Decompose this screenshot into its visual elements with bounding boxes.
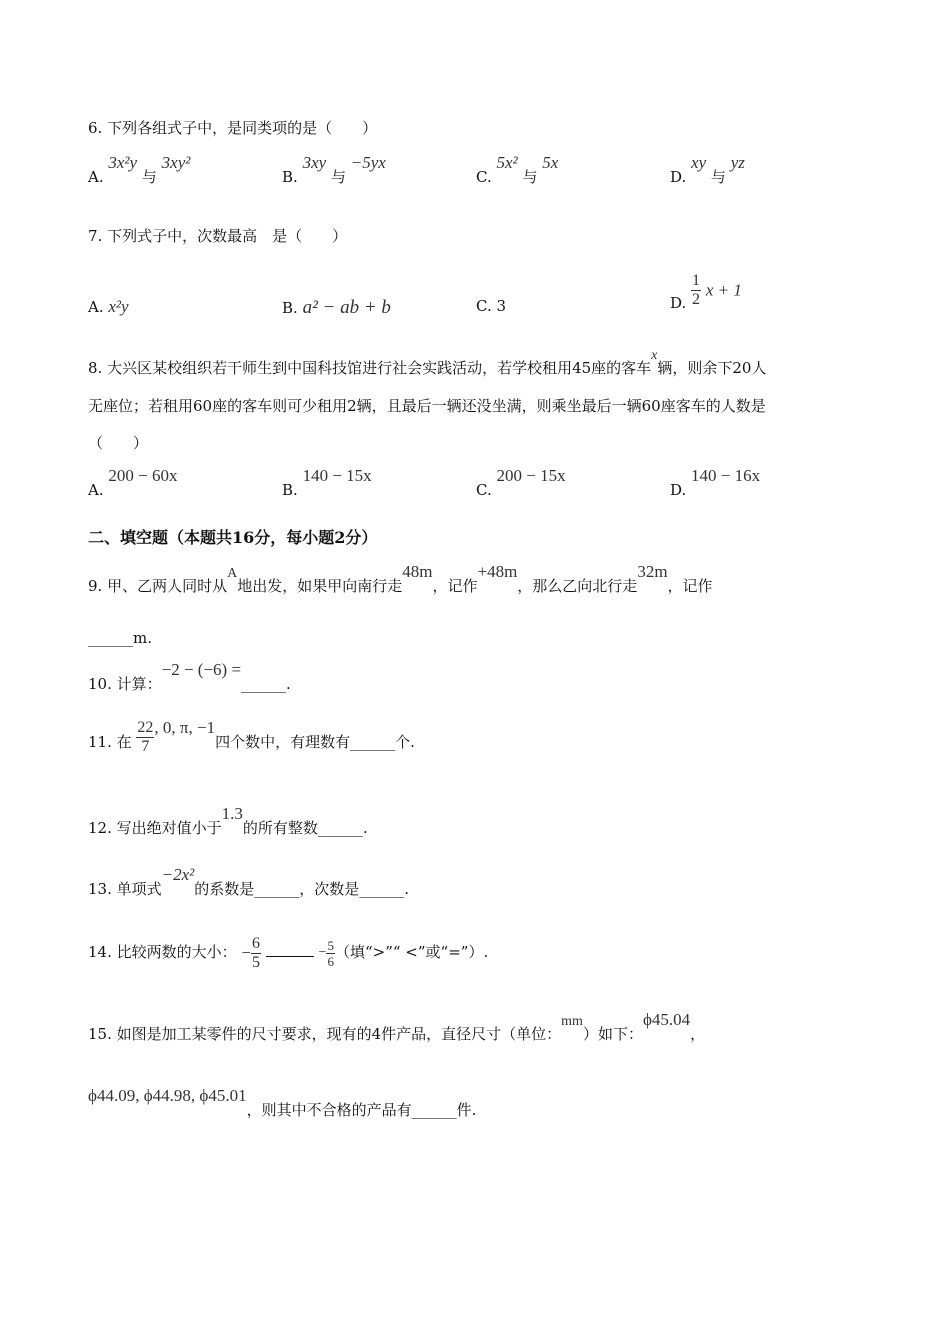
math-expression: 5x: [542, 153, 559, 172]
question-11-text: 四个数中，有理数有______个.: [215, 733, 415, 751]
option-label: B.: [282, 481, 298, 499]
option-label: B.: [282, 299, 298, 317]
question-13-text: 13. 单项式: [88, 880, 162, 898]
fraction: [691, 272, 701, 309]
option-label: D.: [670, 168, 687, 186]
connector-text: 与: [710, 168, 726, 186]
math-expression: x²y: [108, 297, 129, 316]
option-label: C.: [476, 168, 492, 186]
question-9-text: 地出发，如果甲向南行走: [237, 577, 403, 595]
question-13: [88, 865, 410, 899]
math-expression: 3xy²: [161, 153, 191, 172]
math-expression: −2x²: [161, 865, 195, 884]
math-expression: 200 − 60x: [108, 466, 178, 485]
option-label: A.: [88, 298, 104, 316]
comparison-blank[interactable]: [266, 942, 314, 957]
question-12-text: 的所有整数______.: [242, 819, 368, 837]
option-label: C.: [476, 481, 492, 499]
fraction-numerator: 1: [692, 272, 701, 289]
question-15-line-2: [88, 1086, 477, 1120]
math-expression: 140 − 16x: [691, 466, 761, 485]
question-10: [88, 660, 291, 694]
question-8-line-1: [88, 348, 767, 380]
math-measurement: ϕ45.04: [642, 1010, 691, 1029]
math-expression: 200 − 15x: [496, 466, 566, 485]
q6-option-b[interactable]: [282, 153, 386, 187]
question-15-text: ）如下：: [582, 1025, 643, 1043]
math-expression: a² − ab + b: [302, 297, 391, 318]
q6-option-c[interactable]: [476, 153, 559, 187]
math-point: A: [227, 566, 238, 581]
question-9-text: ，记作: [667, 577, 713, 595]
question-8-text: 8. 大兴区某校组织若干师生到中国科技馆进行社会实践活动，若学校租用45座的客车: [88, 359, 652, 377]
math-expression: 3x²y: [108, 153, 138, 172]
minus-sign: −: [241, 943, 251, 962]
question-14-text: （填“>”“ <”或“=”）.: [334, 943, 489, 961]
fraction: [251, 935, 261, 972]
math-expression: x + 1: [705, 280, 742, 300]
question-14-text: 14. 比较两数的大小：: [88, 943, 237, 961]
question-8-line-3: （ ）: [88, 434, 149, 452]
section-heading: 二、填空题（本题共16分，每小题2分）: [88, 528, 378, 547]
fraction: [326, 938, 335, 969]
q8-option-b[interactable]: [282, 466, 372, 500]
q7-option-a[interactable]: [88, 297, 129, 317]
math-quantity: 48m: [402, 562, 433, 581]
option-label: A.: [88, 168, 104, 186]
question-9-line-1: [88, 562, 713, 598]
q8-option-d[interactable]: [670, 466, 761, 500]
option-label: C.: [476, 297, 492, 315]
question-8-line-2: 无座位；若租用60座的客车则可少租用2辆，且最后一辆还没坐满，则乘坐最后一辆60座客车的人数是: [88, 397, 766, 415]
question-14: [88, 930, 488, 975]
fraction-numerator: 6: [252, 934, 260, 952]
q8-option-c[interactable]: [476, 466, 566, 500]
question-12: [88, 804, 368, 838]
math-expression: xy: [691, 153, 707, 172]
question-6-stem: 6. 下列各组式子中，是同类项的是（ ）: [88, 119, 378, 137]
option-value: 3: [496, 297, 507, 315]
fraction-denominator: 2: [692, 291, 701, 308]
option-label: D.: [670, 481, 687, 499]
math-expression: −5yx: [350, 153, 386, 172]
question-15-text: 15. 如图是加工某零件的尺寸要求，现有的4件产品，直径尺寸（单位：: [88, 1025, 562, 1043]
question-15-text: ，: [690, 1025, 706, 1043]
math-expression: 140 − 15x: [302, 466, 372, 485]
option-label: D.: [670, 293, 687, 312]
question-13-text: 的系数是______，次数是______.: [194, 880, 410, 898]
question-10-text: 10. 计算：: [88, 675, 162, 693]
question-12-text: 12. 写出绝对值小于: [88, 819, 222, 837]
math-measurements: ϕ44.09, ϕ44.98, ϕ45.01: [88, 1086, 247, 1105]
math-expression: −2 − (−6) =: [161, 660, 242, 679]
fraction-denominator: 5: [252, 953, 260, 971]
q8-option-a[interactable]: [88, 466, 178, 500]
math-quantity: +48m: [477, 562, 518, 581]
question-9-text: 9. 甲、乙两人同时从: [88, 577, 228, 595]
question-15-text: ，则其中不合格的产品有______件.: [246, 1101, 477, 1119]
option-label: B.: [282, 168, 298, 186]
q6-option-a[interactable]: [88, 153, 191, 187]
math-variable: x: [651, 348, 658, 363]
question-8-text: 辆，则余下20人: [657, 359, 767, 377]
q7-option-d[interactable]: [670, 272, 742, 312]
math-expression: , 0, π, −1: [154, 718, 216, 737]
minus-sign: −: [318, 945, 327, 960]
question-9-text: ，记作: [432, 577, 478, 595]
math-expression: 3xy: [302, 153, 327, 172]
math-quantity: 32m: [637, 562, 668, 581]
fraction: [136, 719, 154, 756]
fraction-numerator: 22: [137, 718, 154, 736]
question-11: [88, 718, 415, 762]
math-unit: mm: [561, 1014, 583, 1029]
fraction-numerator: 5: [327, 937, 334, 953]
q7-option-c[interactable]: [476, 297, 506, 315]
math-number: 1.3: [221, 804, 243, 823]
connector-text: 与: [522, 168, 538, 186]
question-7-stem: 7. 下列式子中，次数最高 是（ ）: [88, 227, 348, 245]
question-10-blank[interactable]: ______.: [241, 675, 291, 693]
math-expression: yz: [730, 153, 745, 172]
option-label: A.: [88, 481, 104, 499]
q6-option-d[interactable]: [670, 153, 745, 187]
fraction-denominator: 7: [141, 737, 150, 755]
question-15-line-1: [88, 1010, 706, 1046]
connector-text: 与: [330, 168, 346, 186]
fraction-denominator: 6: [327, 953, 334, 969]
connector-text: 与: [141, 168, 157, 186]
question-9-answer-blank[interactable]: ______m.: [88, 629, 152, 647]
question-9-text: ，那么乙向北行走: [517, 577, 638, 595]
question-11-text: 11. 在: [88, 733, 132, 751]
q7-option-b[interactable]: [282, 297, 391, 319]
math-expression: 5x²: [496, 153, 518, 172]
